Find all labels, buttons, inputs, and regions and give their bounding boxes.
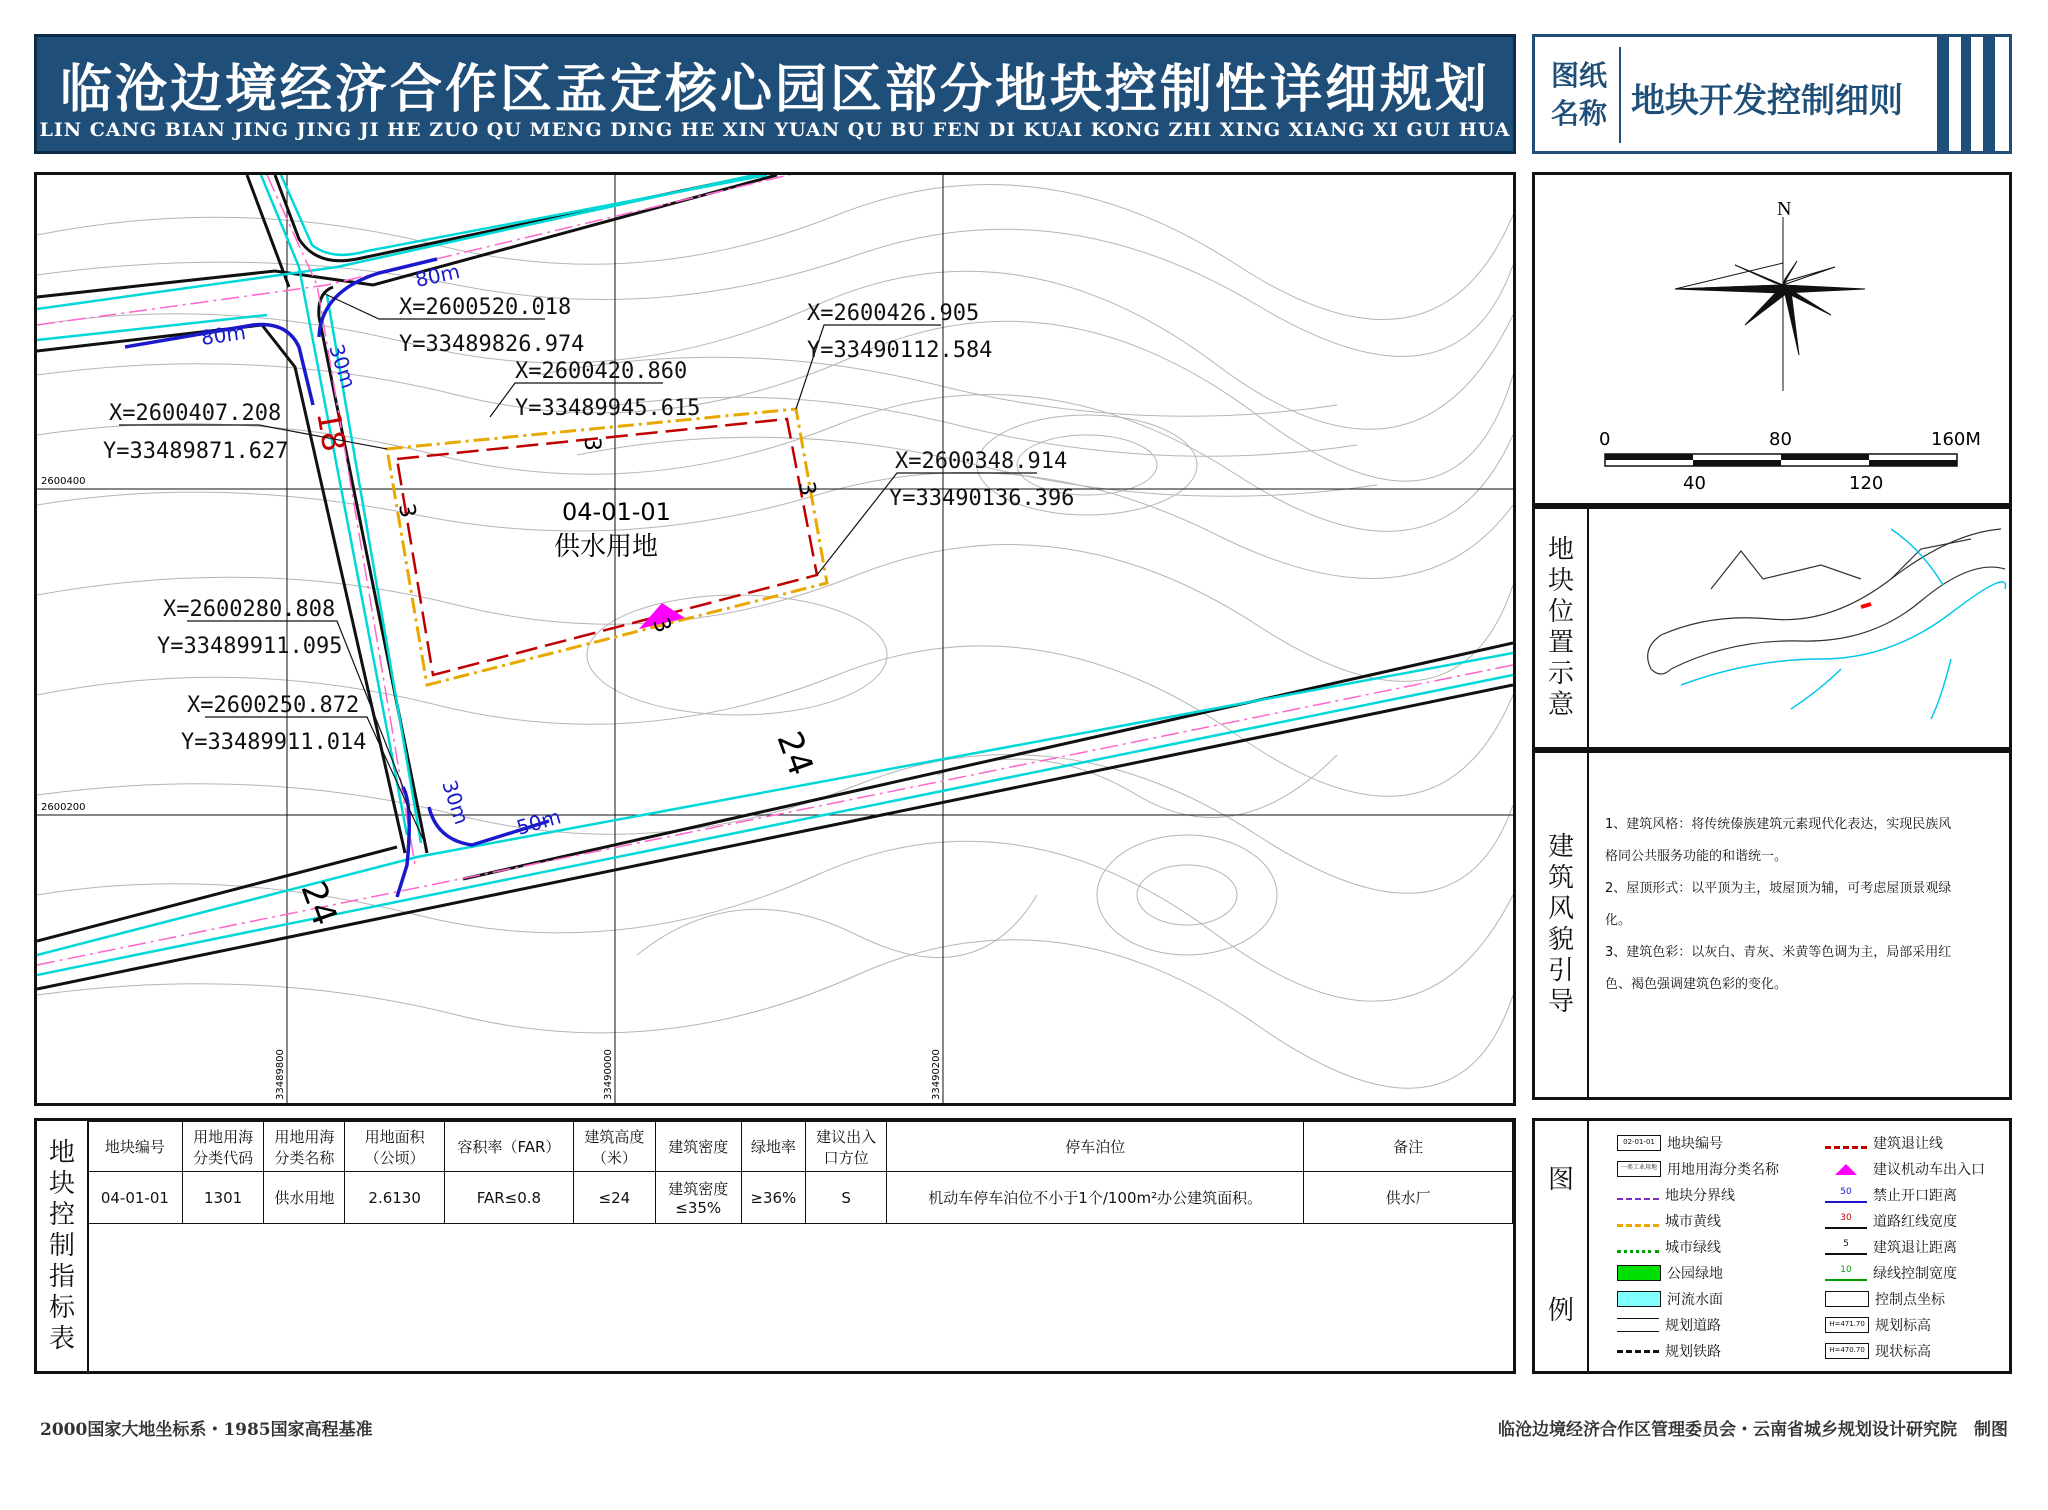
coordinate-y: Y=33489911.095 bbox=[157, 634, 343, 659]
table-label bbox=[37, 1121, 89, 1371]
table-header-row bbox=[88, 1122, 1513, 1172]
legend-item bbox=[1825, 1185, 1957, 1205]
table-cell: 供水厂 bbox=[1304, 1172, 1513, 1224]
label-char: 表 bbox=[48, 1323, 75, 1354]
column-header: 备注 bbox=[1304, 1122, 1513, 1172]
control-index-table-box bbox=[34, 1118, 1516, 1374]
coordinate-x: X=2600426.905 bbox=[807, 301, 980, 326]
column-header: 停车泊位 bbox=[887, 1122, 1304, 1172]
label-char: 指 bbox=[48, 1261, 75, 1292]
setback-label: 3 bbox=[793, 479, 821, 498]
drawing-name-label bbox=[1549, 57, 1609, 133]
label-char: 貌 bbox=[1547, 925, 1574, 955]
grid-label: 33490000 bbox=[603, 1049, 614, 1100]
table-cell: 2.6130 bbox=[345, 1172, 445, 1224]
footer-credits: 临沧边境经济合作区管理委员会・云南省城乡规划设计研究院 制图 bbox=[1498, 1420, 2008, 1440]
table-cell: FAR≤0.8 bbox=[444, 1172, 573, 1224]
legend-text: 禁止开口距离 bbox=[1873, 1188, 1957, 1204]
label-char: 块 bbox=[48, 1168, 75, 1199]
coordinate-x: X=2600520.018 bbox=[399, 295, 572, 320]
legend-item bbox=[1825, 1341, 1931, 1361]
column-header: 建筑密度 bbox=[655, 1122, 741, 1172]
legend-text: 河流水面 bbox=[1667, 1292, 1723, 1308]
coordinate-y: Y=33490136.396 bbox=[889, 486, 1075, 511]
legend-swatch bbox=[1825, 1291, 1869, 1307]
table-cell: ≤24 bbox=[573, 1172, 655, 1224]
guidance-line: 化。 bbox=[1605, 913, 1632, 928]
style-guidance-box bbox=[1532, 750, 2012, 1100]
red-line-width-label: 18 bbox=[309, 407, 354, 455]
coordinate-y: Y=33489871.627 bbox=[103, 439, 289, 464]
legend-swatch bbox=[1617, 1190, 1659, 1200]
footer-coordinate-system: 2000国家大地坐标系・1985国家高程基准 bbox=[40, 1420, 373, 1440]
column-header: 地块编号 bbox=[88, 1122, 183, 1172]
legend-text: 道路红线宽度 bbox=[1873, 1214, 1957, 1230]
legend-swatch: 30 bbox=[1825, 1213, 1867, 1229]
label-char: 建 bbox=[1547, 832, 1574, 862]
table-cell: ≥36% bbox=[741, 1172, 806, 1224]
legend-text: 建筑退让线 bbox=[1873, 1136, 1943, 1152]
label-char: 风 bbox=[1547, 894, 1574, 924]
compass-rose-icon bbox=[1675, 217, 1865, 391]
legend-text: 绿线控制宽度 bbox=[1873, 1266, 1957, 1282]
legend-item bbox=[1617, 1133, 1723, 1153]
scale-bar bbox=[1605, 454, 1957, 466]
road-width-label: 30m bbox=[437, 777, 474, 828]
north-label: N bbox=[1777, 198, 1792, 220]
table-cell: 建筑密度 ≤35% bbox=[655, 1172, 741, 1224]
legend-box bbox=[1532, 1118, 2012, 1374]
parcel-code-label: 04-01-01 bbox=[562, 498, 671, 526]
label-char: 制 bbox=[48, 1230, 75, 1261]
setback-label: 3 bbox=[647, 614, 676, 637]
coordinate-y: Y=33489911.014 bbox=[181, 730, 367, 755]
divider bbox=[1619, 47, 1621, 143]
right-panel bbox=[1532, 172, 2012, 1510]
scale-label: 80 bbox=[1769, 429, 1792, 450]
column-header: 建议出入 口方位 bbox=[806, 1122, 887, 1172]
guidance-line: 格同公共服务功能的和谐统一。 bbox=[1605, 849, 1788, 864]
table-cell: 机动车停车泊位不小于1个/100m²办公建筑面积。 bbox=[887, 1172, 1304, 1224]
legend-item bbox=[1617, 1341, 1721, 1361]
legend-swatch bbox=[1617, 1216, 1659, 1227]
table-cell: S bbox=[806, 1172, 887, 1224]
road-width-label: 80m bbox=[413, 259, 462, 292]
grid-label: 33490200 bbox=[931, 1049, 942, 1100]
guidance-line: 2、屋顶形式：以平顶为主，坡屋顶为辅，可考虑屋顶景观绿 bbox=[1605, 881, 1952, 896]
grid-label: 2600200 bbox=[41, 802, 86, 813]
legend-text: 规划标高 bbox=[1875, 1318, 1931, 1334]
legend-item bbox=[1617, 1185, 1735, 1205]
table-cell: 04-01-01 bbox=[88, 1172, 183, 1224]
drawing-label-line2: 名称 bbox=[1550, 97, 1607, 130]
label-char: 地 bbox=[48, 1137, 75, 1168]
control-index-table bbox=[87, 1121, 1513, 1224]
location-box bbox=[1532, 506, 2012, 750]
label-char: 控 bbox=[48, 1199, 75, 1230]
label-char: 地 bbox=[1547, 535, 1574, 565]
style-label bbox=[1535, 753, 1589, 1097]
decor-bar bbox=[1961, 37, 1971, 151]
column-header: 用地面积 （公顷） bbox=[345, 1122, 445, 1172]
legend-swatch: H=470.70 bbox=[1825, 1343, 1869, 1359]
legend-swatch: 10 bbox=[1825, 1265, 1867, 1281]
column-header: 用地用海 分类名称 bbox=[264, 1122, 345, 1172]
legend-text: 建议机动车出入口 bbox=[1873, 1162, 1985, 1178]
guidance-line: 1、建筑风格：将传统傣族建筑元素现代化表达，实现民族风 bbox=[1605, 817, 1952, 832]
coordinate-y: Y=33490112.584 bbox=[807, 338, 993, 363]
column-header: 建筑高度 （米） bbox=[573, 1122, 655, 1172]
label-char: 导 bbox=[1547, 987, 1574, 1017]
table-cell: 供水用地 bbox=[264, 1172, 345, 1224]
legend-item bbox=[1617, 1237, 1721, 1257]
road-width-label: 30m bbox=[324, 341, 361, 392]
red-line-width-label: 24 bbox=[768, 726, 821, 781]
coordinate-x: X=2600407.208 bbox=[109, 401, 282, 426]
label-char: 置 bbox=[1547, 628, 1574, 658]
map-frame bbox=[34, 172, 1516, 1106]
legend-swatch bbox=[1617, 1265, 1661, 1281]
compass-scale-box bbox=[1532, 172, 2012, 506]
drawing-label-line1: 图纸 bbox=[1550, 59, 1607, 92]
coordinate-x: X=2600250.872 bbox=[187, 693, 360, 718]
legend-item bbox=[1617, 1211, 1721, 1231]
location-label bbox=[1535, 509, 1589, 747]
label-char: 标 bbox=[48, 1292, 75, 1323]
compass-and-scale bbox=[1535, 175, 2009, 503]
legend-swatch bbox=[1617, 1242, 1659, 1253]
legend-item bbox=[1617, 1263, 1723, 1283]
legend-item bbox=[1617, 1159, 1779, 1179]
label-char: 位 bbox=[1547, 597, 1574, 627]
label-char: 示 bbox=[1547, 659, 1574, 689]
legend-item bbox=[1825, 1237, 1957, 1257]
coordinate-y: Y=33489826.974 bbox=[399, 332, 585, 357]
grid-label: 33489800 bbox=[275, 1049, 286, 1100]
legend-swatch: 一类工业用地 bbox=[1617, 1161, 1661, 1177]
setback-label: 3 bbox=[579, 437, 604, 451]
legend-text: 地块编号 bbox=[1667, 1136, 1723, 1152]
decor-bar bbox=[1937, 37, 1949, 151]
label-char: 图 bbox=[1547, 1165, 1574, 1195]
table-row bbox=[88, 1172, 1513, 1224]
decor-bar bbox=[1983, 37, 1995, 151]
legend-swatch: 5 bbox=[1825, 1239, 1867, 1255]
column-header: 容积率（FAR） bbox=[444, 1122, 573, 1172]
legend-text: 规划道路 bbox=[1665, 1318, 1721, 1334]
scale-label: 120 bbox=[1849, 473, 1884, 494]
legend-item bbox=[1617, 1315, 1721, 1335]
legend-text: 城市绿线 bbox=[1665, 1240, 1721, 1256]
column-header: 用地用海 分类代码 bbox=[182, 1122, 264, 1172]
legend-text: 地块分界线 bbox=[1665, 1188, 1735, 1204]
plan-map bbox=[37, 175, 1513, 1103]
coordinate-x: X=2600348.914 bbox=[895, 449, 1068, 474]
grid-label: 2600400 bbox=[41, 476, 86, 487]
label-char: 例 bbox=[1547, 1296, 1574, 1326]
legend-text: 用地用海分类名称 bbox=[1667, 1162, 1779, 1178]
drawing-name-box bbox=[1532, 34, 2012, 154]
red-line-width-label: 24 bbox=[292, 876, 345, 931]
legend-text: 现状标高 bbox=[1875, 1344, 1931, 1360]
table-cell: 1301 bbox=[182, 1172, 264, 1224]
legend-swatch bbox=[1617, 1291, 1661, 1307]
legend-text: 控制点坐标 bbox=[1875, 1292, 1945, 1308]
coordinate-y: Y=33489945.615 bbox=[515, 396, 701, 421]
scale-label: 0 bbox=[1599, 429, 1611, 450]
plan-title-pinyin: LIN CANG BIAN JING JING JI HE ZUO QU MENG DING HE XIN YUAN QU BU FEN DI KUAI KONG ZHI XING XIANG XI GUI HUA bbox=[39, 119, 1511, 141]
label-char: 引 bbox=[1547, 956, 1574, 986]
legend-item bbox=[1825, 1211, 1957, 1231]
legend-item bbox=[1825, 1133, 1943, 1153]
plan-title: 临沧边境经济合作区孟定核心园区部分地块控制性详细规划 bbox=[59, 59, 1490, 120]
road-width-label: 50m bbox=[513, 804, 564, 840]
legend-item bbox=[1825, 1315, 1931, 1335]
planned-roads bbox=[37, 175, 1513, 989]
style-guidance-text bbox=[1605, 809, 2005, 1001]
legend-swatch: H=471.70 bbox=[1825, 1317, 1869, 1333]
guidance-line: 3、建筑色彩：以灰白、青灰、米黄等色调为主，局部采用红 bbox=[1605, 945, 1952, 960]
legend-item bbox=[1825, 1263, 1957, 1283]
title-banner bbox=[34, 34, 1516, 154]
legend-item bbox=[1617, 1289, 1723, 1309]
legend-swatch bbox=[1825, 1162, 1867, 1176]
legend-swatch: 02-01-01 bbox=[1617, 1135, 1661, 1151]
legend-swatch bbox=[1825, 1138, 1867, 1149]
label-char: 筑 bbox=[1547, 863, 1574, 893]
legend-text: 建筑退让距离 bbox=[1873, 1240, 1957, 1256]
location-minimap bbox=[1591, 509, 2007, 747]
legend-swatch bbox=[1617, 1318, 1659, 1332]
legend-swatch: 50 bbox=[1825, 1187, 1867, 1203]
guidance-line: 色、褐色强调建筑色彩的变化。 bbox=[1605, 977, 1788, 992]
legend-text: 公园绿地 bbox=[1667, 1266, 1723, 1282]
road-width-label: 80m bbox=[199, 319, 248, 350]
setback-label: 3 bbox=[393, 501, 421, 520]
label-char: 意 bbox=[1547, 690, 1574, 720]
parcel-use-label: 供水用地 bbox=[554, 532, 659, 562]
scale-label: 40 bbox=[1683, 473, 1706, 494]
legend-text: 规划铁路 bbox=[1665, 1344, 1721, 1360]
coordinate-x: X=2600420.860 bbox=[515, 359, 688, 384]
coordinate-x: X=2600280.808 bbox=[163, 597, 336, 622]
legend-label bbox=[1535, 1121, 1589, 1371]
legend-swatch bbox=[1617, 1350, 1659, 1359]
legend-item bbox=[1825, 1159, 1985, 1179]
label-char: 块 bbox=[1547, 566, 1574, 596]
drawing-name: 地块开发控制细则 bbox=[1631, 81, 1903, 121]
legend-text: 城市黄线 bbox=[1665, 1214, 1721, 1230]
legend-item bbox=[1825, 1289, 1945, 1309]
column-header: 绿地率 bbox=[741, 1122, 806, 1172]
scale-label: 160M bbox=[1931, 429, 1981, 450]
